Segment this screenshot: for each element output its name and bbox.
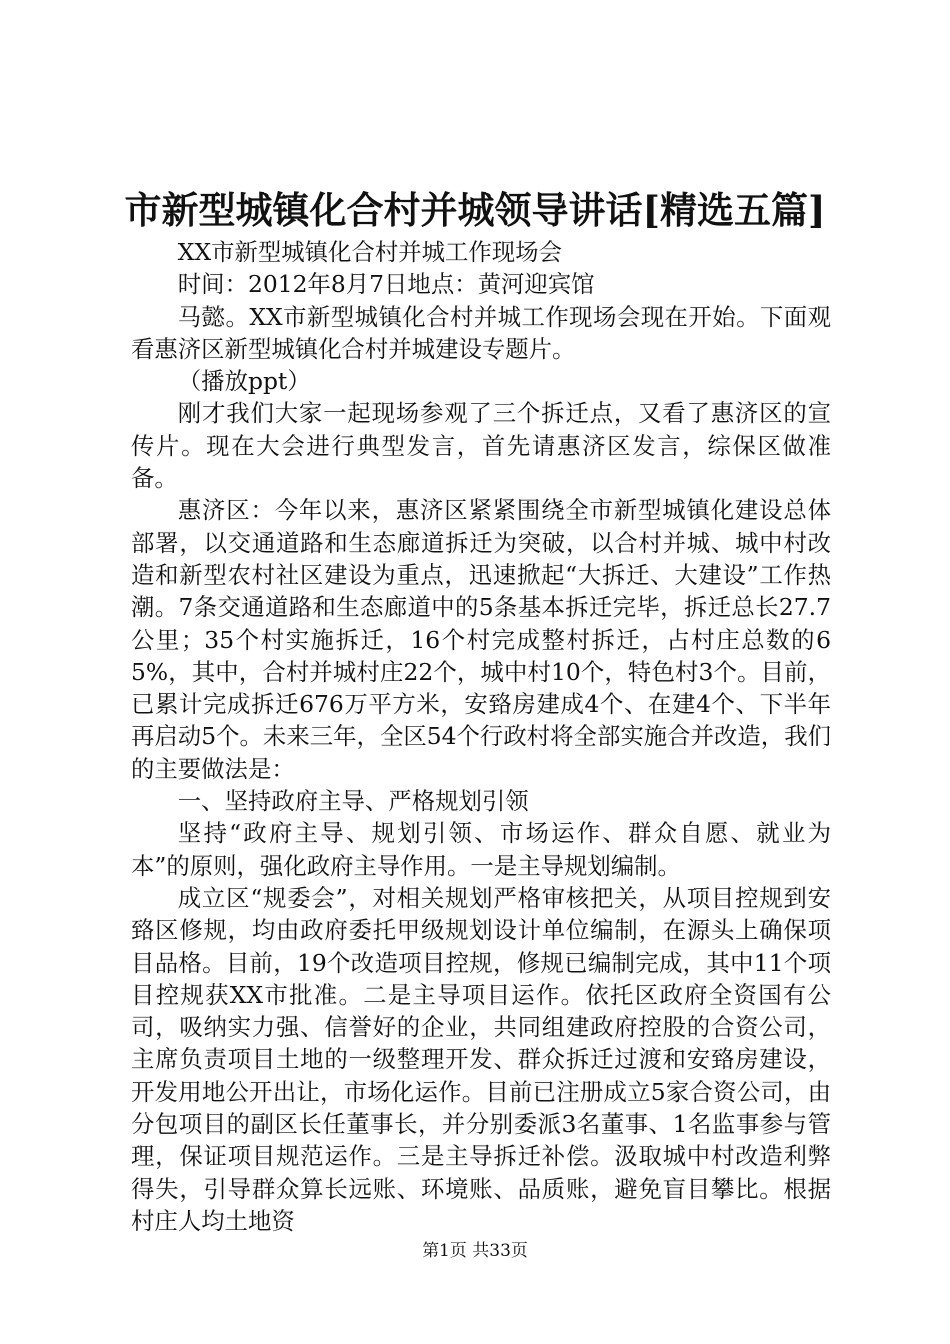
meeting-name-paragraph: XX市新型城镇化合村并城工作现场会: [177, 238, 562, 266]
huiji-speech-paragraph: 惠济区：今年以来，惠济区紧紧围绕全市新型城镇化建设总体部署，以交通道路和生态廊道拆迁为突破，以合村并城、城中村改造和新型农村社区建设为重点，迅速掀起“大拆迁、大建设”工作热潮。7条交通道路和生态廊道中的5条基本拆迁完毕，拆迁总长27.7公里；35个村实施拆迁，16个村完成整村拆迁，占村庄总数的65%，其中，合村并城村庄22个，城中村10个，特色村3个。目前，已累计完成拆迁676万平方米，安臵房建成4个、在建4个、下半年再启动5个。未来三年，全区54个行政村将全部实施合并改造，我们的主要做法是：: [131, 496, 831, 783]
document-title: 市新型城镇化合村并城领导讲话[精选五篇]: [124, 188, 826, 232]
planning-paragraph: 成立区“规委会”，对相关规划严格审核把关，从项目控规到安臵区修规，均由政府委托甲级规划设计单位编制，在源头上确保项目品格。目前，19个改造项目控规，修规已编制完成，其中11个项目控规获XX市批准。二是主导项目运作。依托区政府全资国有公司，吸纳实力强、信誉好的企业，共同组建政府控股的合资公司，主席负责项目土地的一级整理开发、群众拆迁过渡和安臵房建设，开发用地公开出让，市场化运作。目前已注册成立5家合资公司，由分包项目的副区长任董事长，并分别委派3名董事、1名监事参与管理，保证项目规范运作。三是主导拆迁补偿。汲取城中村改造利弊得失，引导群众算长远账、环境账、品质账，避免盲目攀比。根据村庄人均土地资: [131, 883, 831, 1235]
document-body: [131, 236, 831, 1237]
opening-paragraph: 马懿。XX市新型城镇化合村并城工作现场会现在开始。下面观看惠济区新型城镇化合村并城建设专题片。: [131, 302, 831, 363]
meeting-time-place-paragraph: 时间：2012年8月7日地点：黄河迎宾馆: [177, 270, 595, 299]
play-ppt-paragraph: （播放ppt）: [177, 367, 311, 396]
page-number-footer: 第1页 共33页: [422, 1241, 528, 1261]
principle-paragraph: 坚持“政府主导、规划引领、市场运作、群众自愿、就业为本”的原则，强化政府主导作用。一是主导规划编制。: [131, 819, 831, 880]
section-heading-1: 一、坚持政府主导、严格规划引领: [177, 787, 529, 816]
transition-paragraph: 刚才我们大家一起现场参观了三个拆迁点，又看了惠济区的宣传片。现在大会进行典型发言，首先请惠济区发言，综保区做准备。: [131, 399, 831, 493]
